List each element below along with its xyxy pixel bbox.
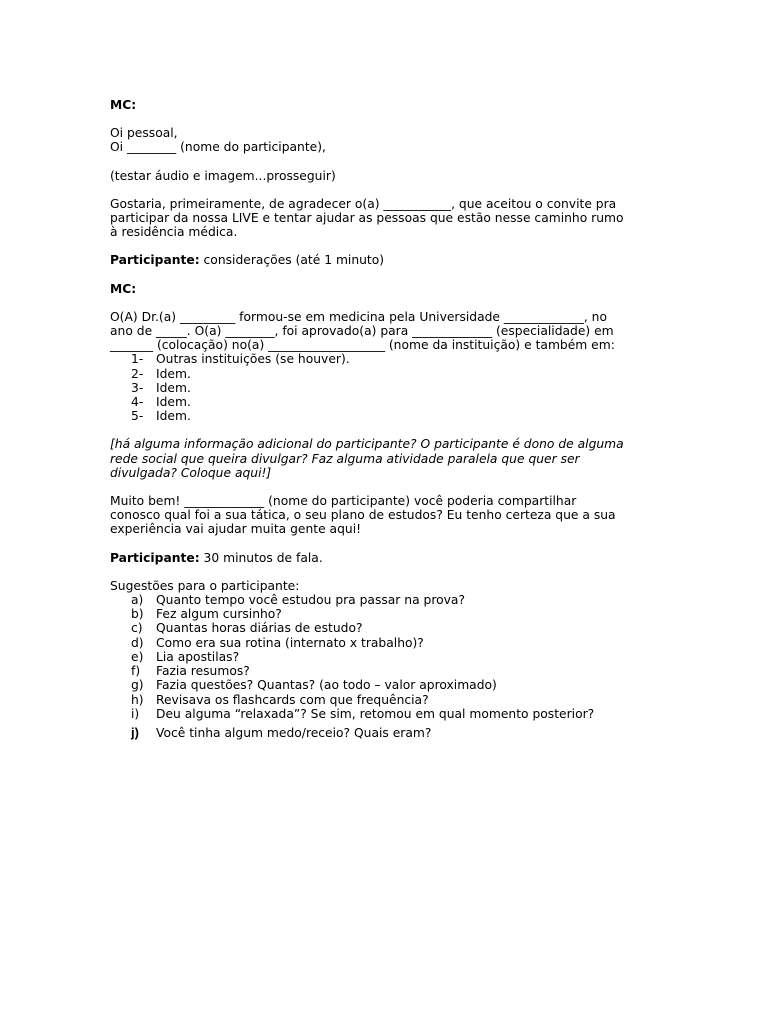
participant-label: Participante:	[110, 550, 200, 565]
list-item	[110, 664, 670, 678]
participant-considerations-text: considerações (até 1 minuto)	[199, 253, 385, 268]
list-item-text: Quanto tempo você estudou pra passar na prova?	[156, 593, 465, 608]
note-line: divulgada? Coloque aqui!]	[110, 465, 272, 480]
list-marker: j)	[131, 724, 139, 740]
bio-paragraph	[110, 310, 670, 353]
institutions-list	[110, 352, 670, 423]
list-marker: e)	[131, 649, 144, 664]
paragraph-line: ano de _____. O(a) ________, foi aprovado(a) para _____________ (especialidade) em	[110, 324, 614, 339]
list-marker: 5-	[131, 409, 144, 424]
list-marker: f)	[131, 664, 141, 679]
list-item-text: Idem.	[156, 366, 191, 381]
list-item	[110, 381, 670, 395]
test-av-line: (testar áudio e imagem...prosseguir)	[110, 168, 336, 183]
paragraph-line: experiência vai ajudar muita gente aqui!	[110, 522, 362, 537]
list-item-text: Idem.	[156, 395, 191, 410]
mc-heading: MC:	[110, 281, 137, 296]
participant-talk-text: 30 minutos de fala.	[199, 550, 323, 565]
list-item	[110, 707, 670, 721]
list-item-text: Você tinha algum medo/receio? Quais eram?	[156, 725, 432, 740]
paragraph-line: O(A) Dr.(a) _________ formou-se em medicina pela Universidade _____________, no	[110, 309, 607, 324]
note-line: [há alguma informação adicional do participante? O participante é dono de alguma	[110, 437, 624, 452]
list-item	[110, 409, 670, 423]
participant-considerations-line	[110, 253, 670, 267]
list-item-text: Fazia questões? Quantas? (ao todo – valor aproximado)	[156, 678, 497, 693]
paragraph-line: Muito bem! _____________ (nome do participante) você poderia compartilhar	[110, 494, 577, 509]
list-marker: 2-	[131, 366, 144, 381]
greeting-participant-line: Oi ________ (nome do participante),	[110, 140, 326, 155]
list-item	[110, 678, 670, 692]
additional-info-note	[110, 437, 670, 480]
list-marker: 4-	[131, 395, 144, 410]
list-item	[110, 650, 670, 664]
list-item-text: Lia apostilas?	[156, 649, 240, 664]
thanks-paragraph	[110, 197, 670, 240]
list-item	[110, 607, 670, 621]
list-item	[110, 367, 670, 381]
mc-heading: MC:	[110, 98, 137, 112]
list-marker: c)	[131, 621, 143, 636]
list-marker: d)	[131, 635, 144, 650]
list-item	[110, 621, 670, 635]
list-item-text: Revisava os flashcards com que frequência?	[156, 692, 429, 707]
note-line: rede social que queira divulgar? Faz alguma atividade paralela que quer ser	[110, 451, 580, 466]
list-item	[110, 636, 670, 650]
list-item	[110, 693, 670, 707]
list-marker: a)	[131, 593, 144, 608]
paragraph-line: _______ (colocação) no(a) ___________________ (nome da instituição) e também em:	[110, 338, 615, 353]
participant-talk-line	[110, 551, 670, 565]
list-marker: b)	[131, 607, 144, 622]
list-marker: 3-	[131, 380, 144, 395]
suggestions-list	[110, 593, 670, 740]
list-item-text: Idem.	[156, 380, 191, 395]
list-item	[110, 395, 670, 409]
list-item-text: Deu alguma “relaxada”? Se sim, retomou em qual momento posterior?	[156, 706, 595, 721]
list-marker: 1-	[131, 352, 144, 367]
list-item-text: Fazia resumos?	[156, 664, 250, 679]
paragraph-line: participar da nossa LIVE e tentar ajudar as pessoas que estão nesse caminho rumo	[110, 211, 624, 226]
paragraph-line: conosco qual foi a sua tática, o seu plano de estudos? Eu tenho certeza que a sua	[110, 508, 616, 523]
list-item-text: Como era sua rotina (internato x trabalho)?	[156, 635, 424, 650]
list-item	[110, 593, 670, 607]
list-item-text: Fez algum cursinho?	[156, 607, 282, 622]
share-paragraph	[110, 494, 670, 537]
list-item	[110, 352, 670, 366]
participant-label: Participante:	[110, 253, 200, 268]
list-item-text: Outras instituições (se houver).	[156, 352, 350, 367]
paragraph-line: à residência médica.	[110, 225, 238, 240]
list-marker: i)	[131, 706, 140, 721]
list-item-text: Idem.	[156, 409, 191, 424]
list-item	[110, 726, 670, 740]
greeting-line: Oi pessoal,	[110, 126, 178, 141]
suggestions-title: Sugestões para o participante:	[110, 578, 300, 593]
paragraph-line: Gostaria, primeiramente, de agradecer o(a) ___________, que aceitou o convite pra	[110, 196, 617, 211]
list-marker: h)	[131, 692, 144, 707]
list-marker: g)	[131, 678, 144, 693]
document-page	[110, 98, 670, 740]
list-item-text: Quantas horas diárias de estudo?	[156, 621, 363, 636]
